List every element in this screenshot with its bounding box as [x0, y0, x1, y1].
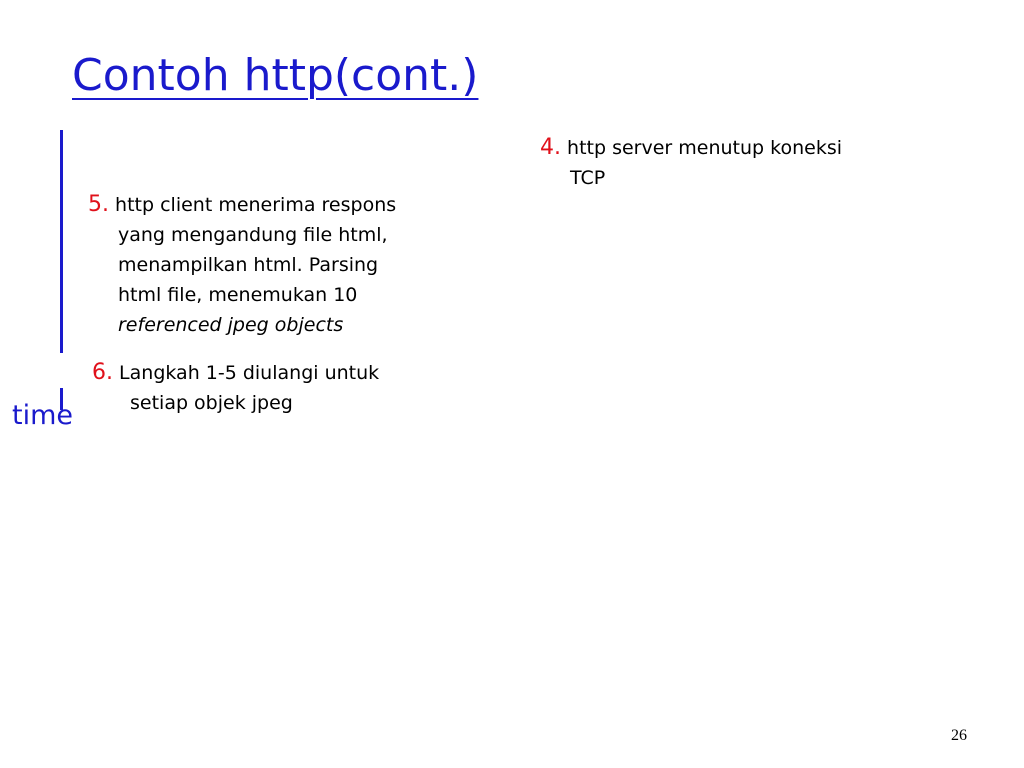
step-6-text-1: Langkah 1-5 diulangi untuk — [119, 362, 380, 384]
step-5-text-5: referenced jpeg objects — [118, 314, 344, 336]
step-4-number: 4. — [540, 135, 561, 160]
timeline-label: time — [12, 400, 74, 431]
step-5-text-2: yang mengandung file html, — [118, 224, 388, 246]
step-5-number: 5. — [88, 192, 109, 217]
step-5-text-1: http client menerima respons — [115, 194, 397, 216]
step-6-text-2: setiap objek jpeg — [130, 392, 293, 414]
slide-title: Contoh http(cont.) — [72, 50, 479, 101]
step-4-text-1: http server menutup koneksi — [567, 137, 843, 159]
step-5-text-4: html file, menemukan 10 — [118, 284, 358, 306]
step-6 — [92, 358, 379, 418]
step-6-line-1 — [92, 358, 379, 388]
step-4 — [540, 133, 842, 193]
step-6-number: 6. — [92, 360, 113, 385]
page-number: 26 — [951, 727, 967, 744]
timeline-line-upper — [60, 130, 63, 353]
step-4-line-1 — [540, 133, 842, 163]
step-4-text-2: TCP — [570, 167, 606, 189]
step-5-line-1 — [88, 190, 396, 220]
step-5-text-3: menampilkan html. Parsing — [118, 254, 379, 276]
step-5 — [88, 190, 396, 340]
